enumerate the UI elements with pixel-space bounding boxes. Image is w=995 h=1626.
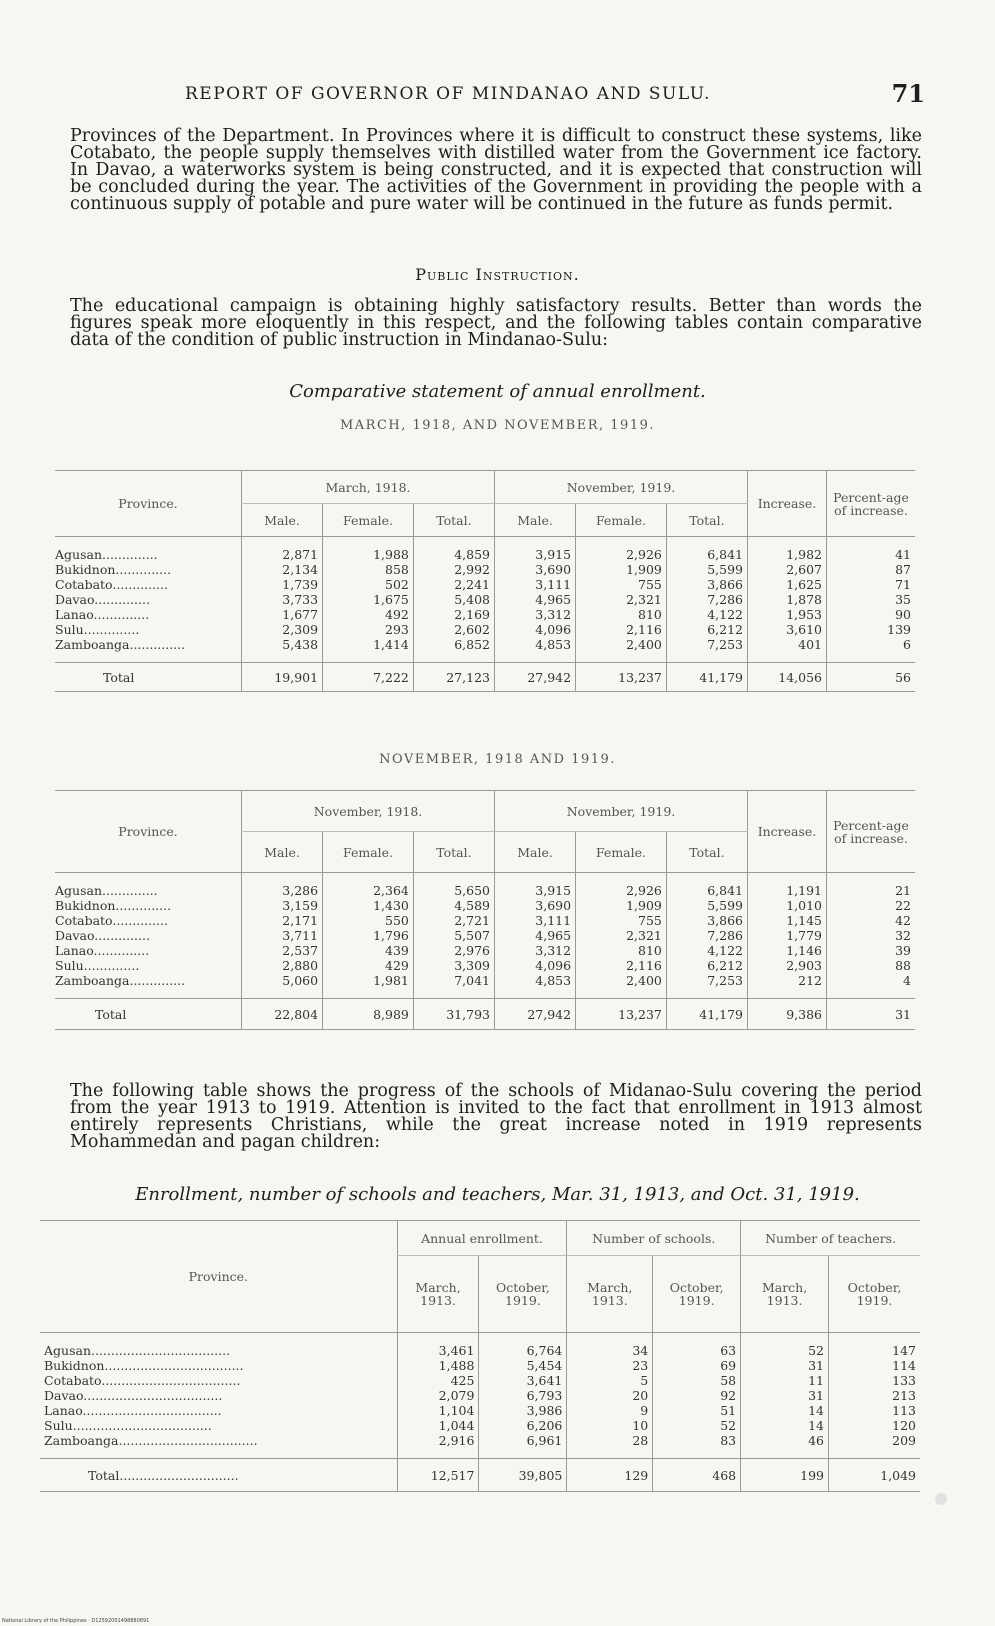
column-values bbox=[323, 537, 414, 663]
table-cell: 1,988 bbox=[373, 547, 409, 562]
table-cell: 42 bbox=[895, 913, 911, 928]
total-cell: 39,805 bbox=[479, 1459, 567, 1492]
table-cell: 755 bbox=[638, 577, 662, 592]
table-cell: 3,159 bbox=[282, 898, 319, 913]
column-values bbox=[494, 537, 575, 663]
table-cell: 2,116 bbox=[626, 958, 662, 973]
table-cell: 113 bbox=[892, 1403, 916, 1418]
table-cell: 21 bbox=[895, 883, 911, 898]
table-cell: 87 bbox=[895, 562, 911, 577]
table-cell: 7,253 bbox=[707, 973, 743, 988]
table-cell: 2,607 bbox=[786, 562, 822, 577]
total-cell: 27,123 bbox=[413, 663, 494, 692]
table-cell: 1,677 bbox=[282, 607, 319, 622]
table-cell: 6 bbox=[903, 637, 911, 652]
table-cell: 4,589 bbox=[454, 898, 490, 913]
table-cell: 6,206 bbox=[526, 1418, 563, 1433]
column-values bbox=[653, 1333, 741, 1459]
table-cell: 2,721 bbox=[454, 913, 490, 928]
table-cell: 7,041 bbox=[454, 973, 490, 988]
table-cell: 32 bbox=[895, 928, 911, 943]
table-cell: 31 bbox=[808, 1388, 825, 1403]
table-cell: 88 bbox=[895, 958, 911, 973]
table-cell: 3,986 bbox=[526, 1403, 563, 1418]
table-cell: 114 bbox=[892, 1358, 916, 1373]
province-name: Zamboanga.............. bbox=[55, 637, 186, 652]
table-cell: 1,488 bbox=[438, 1358, 475, 1373]
table-cell: 1,414 bbox=[373, 637, 409, 652]
province-name: Davao.............. bbox=[55, 928, 150, 943]
col-male: Male. bbox=[242, 832, 323, 873]
paragraph-schools-progress: The following table shows the progress of the schools of Midanao-Sulu covering the period from the year 1913 to 1919. Attention is invited to the fact that enrollment in 1913 almost entirely represents Christians, while the great increase noted in 1919 represents Mohammedan and pagan children: bbox=[70, 1081, 922, 1152]
col-percentage: Percent-age of increase. bbox=[827, 471, 916, 537]
column-values bbox=[242, 537, 323, 663]
table-cell: 2,903 bbox=[786, 958, 822, 973]
table-cell: 2,079 bbox=[438, 1388, 475, 1403]
table-cell: 755 bbox=[638, 913, 662, 928]
table-cell: 58 bbox=[720, 1373, 737, 1388]
table-cell: 4,122 bbox=[707, 607, 743, 622]
table-cell: 92 bbox=[720, 1388, 737, 1403]
schools-teachers-table bbox=[40, 1220, 920, 1492]
total-cell: 31,793 bbox=[413, 999, 494, 1030]
table-cell: 2,916 bbox=[438, 1433, 475, 1448]
total-cell: 9,386 bbox=[748, 999, 827, 1030]
col-province: Province. bbox=[55, 791, 242, 873]
table-cell: 209 bbox=[892, 1433, 916, 1448]
table-cell: 2,116 bbox=[626, 622, 662, 637]
table-cell: 810 bbox=[638, 943, 662, 958]
total-label: Total bbox=[103, 669, 135, 685]
table-cell: 3,312 bbox=[535, 943, 572, 958]
total-cell: 27,942 bbox=[494, 663, 575, 692]
table-cell: 5,599 bbox=[707, 562, 743, 577]
total-label: Total.............................. bbox=[88, 1467, 239, 1483]
paragraph-education: The educational campaign is obtaining highly satisfactory results. Better than words the figures speak more eloquently in this respect, and the following tables contain comparative data of the condition of public instruction in Mindanao-Sulu: bbox=[70, 296, 922, 350]
table-cell: 1,909 bbox=[626, 898, 662, 913]
col-march-1913: March, 1913. bbox=[741, 1256, 829, 1333]
table-cell: 1,796 bbox=[373, 928, 409, 943]
table-cell: 2,134 bbox=[282, 562, 319, 577]
table-cell: 4,853 bbox=[535, 637, 572, 652]
table-cell: 1,878 bbox=[786, 592, 822, 607]
table-cell: 23 bbox=[632, 1358, 649, 1373]
col-female: Female. bbox=[576, 832, 667, 873]
running-header bbox=[70, 79, 925, 112]
table-cell: 6,961 bbox=[526, 1433, 563, 1448]
column-values bbox=[323, 873, 414, 999]
table-cell: 1,909 bbox=[626, 562, 662, 577]
total-cell: 13,237 bbox=[576, 663, 667, 692]
column-values bbox=[576, 873, 667, 999]
enrollment-table-1918-1919 bbox=[55, 470, 915, 692]
table-cell: 1,625 bbox=[786, 577, 822, 592]
table-cell: 1,675 bbox=[373, 592, 409, 607]
table-cell: 2,321 bbox=[626, 592, 662, 607]
province-name: Sulu................................... bbox=[44, 1418, 212, 1433]
table-cell: 1,779 bbox=[786, 928, 822, 943]
column-values bbox=[567, 1333, 653, 1459]
table-cell: 9 bbox=[640, 1403, 649, 1418]
table-cell: 3,866 bbox=[707, 913, 743, 928]
total-cell: 1,049 bbox=[829, 1459, 920, 1492]
column-values bbox=[748, 537, 827, 663]
total-cell: 13,237 bbox=[576, 999, 667, 1030]
table-cell: 2,602 bbox=[454, 622, 490, 637]
table-cell: 1,739 bbox=[282, 577, 319, 592]
table-cell: 293 bbox=[385, 622, 409, 637]
table-cell: 3,286 bbox=[282, 883, 319, 898]
col-group-march-1918: March, 1918. bbox=[242, 471, 495, 504]
col-male: Male. bbox=[494, 504, 575, 537]
province-name: Cotabato................................... bbox=[44, 1373, 241, 1388]
column-values bbox=[576, 537, 667, 663]
col-group-november-1919: November, 1919. bbox=[494, 791, 747, 832]
province-name: Zamboanga.............. bbox=[55, 973, 186, 988]
total-cell: 12,517 bbox=[397, 1459, 479, 1492]
province-name: Sulu.............. bbox=[55, 622, 140, 637]
table-cell: 6,212 bbox=[707, 958, 743, 973]
total-cell: 31 bbox=[827, 999, 916, 1030]
total-label: Total bbox=[95, 1006, 127, 1022]
column-values bbox=[494, 873, 575, 999]
province-name: Lanao.............. bbox=[55, 607, 150, 622]
table-cell: 6,212 bbox=[707, 622, 743, 637]
table-cell: 71 bbox=[895, 577, 911, 592]
table-cell: 2,537 bbox=[282, 943, 319, 958]
total-cell: 41,179 bbox=[666, 999, 747, 1030]
table-cell: 2,976 bbox=[454, 943, 490, 958]
table-cell: 213 bbox=[892, 1388, 916, 1403]
province-list bbox=[55, 537, 242, 663]
table1-subtitle: MARCH, 1918, AND NOVEMBER, 1919. bbox=[339, 418, 655, 433]
table-cell: 2,321 bbox=[626, 928, 662, 943]
col-male: Male. bbox=[494, 832, 575, 873]
table-cell: 2,309 bbox=[282, 622, 319, 637]
table-cell: 5,507 bbox=[454, 928, 490, 943]
table-body bbox=[40, 1333, 920, 1459]
table-cell: 3,915 bbox=[535, 547, 572, 562]
table-cell: 3,915 bbox=[535, 883, 572, 898]
table-cell: 2,880 bbox=[282, 958, 319, 973]
total-cell: 27,942 bbox=[494, 999, 575, 1030]
table-cell: 2,871 bbox=[282, 547, 319, 562]
table-cell: 14 bbox=[808, 1403, 825, 1418]
table-cell: 35 bbox=[895, 592, 911, 607]
scan-smudge bbox=[935, 1493, 947, 1505]
table-cell: 1,953 bbox=[786, 607, 822, 622]
table-cell: 5,599 bbox=[707, 898, 743, 913]
col-october-1919: October, 1919. bbox=[653, 1256, 741, 1333]
table-cell: 1,982 bbox=[786, 547, 822, 562]
province-list bbox=[40, 1333, 397, 1459]
column-values bbox=[741, 1333, 829, 1459]
table-cell: 4,965 bbox=[535, 592, 572, 607]
province-name: Cotabato.............. bbox=[55, 577, 168, 592]
table-cell: 4 bbox=[903, 973, 911, 988]
table-cell: 6,841 bbox=[707, 547, 743, 562]
table-cell: 34 bbox=[632, 1343, 649, 1358]
col-increase: Increase. bbox=[748, 791, 827, 873]
table-cell: 858 bbox=[385, 562, 409, 577]
table-cell: 5,650 bbox=[454, 883, 490, 898]
column-values bbox=[242, 873, 323, 999]
col-group-teachers: Number of teachers. bbox=[741, 1221, 920, 1256]
table-cell: 3,690 bbox=[535, 562, 572, 577]
col-increase: Increase. bbox=[748, 471, 827, 537]
table-cell: 3,690 bbox=[535, 898, 572, 913]
column-values bbox=[413, 537, 494, 663]
table-cell: 2,169 bbox=[454, 607, 490, 622]
table-cell: 5,408 bbox=[454, 592, 490, 607]
col-group-schools: Number of schools. bbox=[567, 1221, 741, 1256]
table-cell: 212 bbox=[798, 973, 822, 988]
col-total: Total. bbox=[666, 832, 747, 873]
province-name: Bukidnon.............. bbox=[55, 898, 172, 913]
col-male: Male. bbox=[242, 504, 323, 537]
table-cell: 3,866 bbox=[707, 577, 743, 592]
column-values bbox=[413, 873, 494, 999]
table-cell: 2,400 bbox=[626, 973, 662, 988]
table3-caption: Enrollment, number of schools and teachers, Mar. 31, 1913, and Oct. 31, 1919. bbox=[135, 1184, 860, 1205]
table-cell: 2,400 bbox=[626, 637, 662, 652]
table-cell: 6,764 bbox=[526, 1343, 563, 1358]
enrollment-table-november bbox=[55, 790, 915, 1030]
table-cell: 492 bbox=[385, 607, 409, 622]
col-group-november-1919: November, 1919. bbox=[494, 471, 747, 504]
table-cell: 7,253 bbox=[707, 637, 743, 652]
table-cell: 133 bbox=[892, 1373, 916, 1388]
table-cell: 550 bbox=[385, 913, 409, 928]
table-cell: 810 bbox=[638, 607, 662, 622]
col-group-november-1918: November, 1918. bbox=[242, 791, 495, 832]
table-cell: 439 bbox=[385, 943, 409, 958]
province-list bbox=[55, 873, 242, 999]
table-body bbox=[55, 873, 915, 999]
table-cell: 502 bbox=[385, 577, 409, 592]
table-cell: 147 bbox=[892, 1343, 916, 1358]
province-name: Lanao.............. bbox=[55, 943, 150, 958]
col-province: Province. bbox=[40, 1221, 397, 1333]
col-province: Province. bbox=[55, 471, 242, 537]
province-name: Bukidnon.............. bbox=[55, 562, 172, 577]
table-cell: 4,859 bbox=[454, 547, 490, 562]
table-cell: 39 bbox=[895, 943, 911, 958]
col-march-1913: March, 1913. bbox=[397, 1256, 479, 1333]
column-values bbox=[829, 1333, 920, 1459]
table-cell: 3,461 bbox=[438, 1343, 475, 1358]
table2-subtitle: NOVEMBER, 1918 AND 1919. bbox=[379, 752, 616, 767]
table-cell: 2,992 bbox=[454, 562, 490, 577]
table-cell: 5 bbox=[640, 1373, 649, 1388]
table-cell: 4,853 bbox=[535, 973, 572, 988]
total-cell: 19,901 bbox=[242, 663, 323, 692]
table-cell: 7,286 bbox=[707, 592, 743, 607]
paragraph-water-supply: Provinces of the Department. In Provinces where it is difficult to construct these systems, like Cotabato, the people supply themselves with distilled water from the Government ice factory. In Davao, a waterworks system is being constructed, and it is expected that construction will be concluded during the year. The activities of the Government in providing the people with a continuous supply of potable and pure water will be continued in the future as funds permit. bbox=[70, 126, 922, 214]
table-cell: 1,146 bbox=[786, 943, 822, 958]
table-cell: 425 bbox=[450, 1373, 475, 1388]
total-cell: 14,056 bbox=[748, 663, 827, 692]
table-cell: 6,793 bbox=[526, 1388, 563, 1403]
table-cell: 2,926 bbox=[626, 547, 662, 562]
col-total: Total. bbox=[413, 504, 494, 537]
table-cell: 83 bbox=[720, 1433, 737, 1448]
province-name: Bukidnon................................... bbox=[44, 1358, 244, 1373]
total-cell: 468 bbox=[653, 1459, 741, 1492]
table-cell: 1,104 bbox=[438, 1403, 475, 1418]
column-values bbox=[666, 873, 747, 999]
column-values bbox=[827, 873, 916, 999]
table-cell: 7,286 bbox=[707, 928, 743, 943]
table-cell: 401 bbox=[798, 637, 822, 652]
total-cell: 22,804 bbox=[242, 999, 323, 1030]
col-october-1919: October, 1919. bbox=[479, 1256, 567, 1333]
table-cell: 11 bbox=[808, 1373, 825, 1388]
table-cell: 14 bbox=[808, 1418, 825, 1433]
table-cell: 3,111 bbox=[535, 577, 572, 592]
table-cell: 28 bbox=[632, 1433, 649, 1448]
table-cell: 4,965 bbox=[535, 928, 572, 943]
province-name: Sulu.............. bbox=[55, 958, 140, 973]
section-heading: Public Instruction. bbox=[415, 265, 580, 284]
table-cell: 2,926 bbox=[626, 883, 662, 898]
table-cell: 90 bbox=[895, 607, 911, 622]
total-cell: 56 bbox=[827, 663, 916, 692]
table-cell: 41 bbox=[895, 547, 911, 562]
table-cell: 2,171 bbox=[282, 913, 319, 928]
table-cell: 46 bbox=[808, 1433, 825, 1448]
table-cell: 10 bbox=[632, 1418, 649, 1433]
column-values bbox=[397, 1333, 479, 1459]
total-cell: 199 bbox=[741, 1459, 829, 1492]
column-values bbox=[666, 537, 747, 663]
table-cell: 120 bbox=[892, 1418, 916, 1433]
table-cell: 5,060 bbox=[282, 973, 319, 988]
province-name: Zamboanga................................... bbox=[44, 1433, 258, 1448]
province-name: Agusan.............. bbox=[55, 883, 158, 898]
table-cell: 3,733 bbox=[282, 592, 319, 607]
table-cell: 52 bbox=[808, 1343, 825, 1358]
table-cell: 1,044 bbox=[438, 1418, 475, 1433]
table-cell: 31 bbox=[808, 1358, 825, 1373]
table-cell: 3,309 bbox=[454, 958, 490, 973]
col-total: Total. bbox=[666, 504, 747, 537]
table-cell: 3,312 bbox=[535, 607, 572, 622]
total-cell: 41,179 bbox=[666, 663, 747, 692]
table-cell: 52 bbox=[720, 1418, 737, 1433]
table-cell: 1,981 bbox=[373, 973, 409, 988]
table-cell: 63 bbox=[720, 1343, 737, 1358]
table-cell: 5,438 bbox=[282, 637, 319, 652]
col-march-1913: March, 1913. bbox=[567, 1256, 653, 1333]
total-cell: 129 bbox=[567, 1459, 653, 1492]
table-body bbox=[55, 537, 915, 663]
table-cell: 139 bbox=[887, 622, 911, 637]
header-title: REPORT OF GOVERNOR OF MINDANAO AND SULU. bbox=[185, 84, 711, 104]
column-values bbox=[748, 873, 827, 999]
table-cell: 2,241 bbox=[454, 577, 490, 592]
table-cell: 22 bbox=[895, 898, 911, 913]
table-cell: 69 bbox=[720, 1358, 737, 1373]
table-cell: 1,191 bbox=[786, 883, 822, 898]
column-values bbox=[827, 537, 916, 663]
table-cell: 3,610 bbox=[786, 622, 822, 637]
table-cell: 5,454 bbox=[526, 1358, 563, 1373]
province-name: Davao................................... bbox=[44, 1388, 223, 1403]
table-cell: 4,122 bbox=[707, 943, 743, 958]
table-cell: 4,096 bbox=[535, 622, 572, 637]
table-cell: 1,010 bbox=[786, 898, 822, 913]
table-cell: 6,852 bbox=[454, 637, 490, 652]
col-total: Total. bbox=[413, 832, 494, 873]
col-female: Female. bbox=[323, 504, 414, 537]
province-name: Agusan.............. bbox=[55, 547, 158, 562]
table-cell: 3,111 bbox=[535, 913, 572, 928]
col-percentage: Percent-age of increase. bbox=[827, 791, 916, 873]
table-cell: 3,711 bbox=[282, 928, 319, 943]
total-cell: 7,222 bbox=[323, 663, 414, 692]
province-name: Lanao................................... bbox=[44, 1403, 222, 1418]
table-cell: 1,145 bbox=[786, 913, 822, 928]
col-female: Female. bbox=[576, 504, 667, 537]
table-cell: 20 bbox=[632, 1388, 649, 1403]
table-cell: 4,096 bbox=[535, 958, 572, 973]
column-values bbox=[479, 1333, 567, 1459]
province-name: Agusan................................... bbox=[44, 1343, 231, 1358]
page-number: 71 bbox=[891, 79, 925, 108]
table-cell: 429 bbox=[385, 958, 409, 973]
table-caption: Comparative statement of annual enrollment. bbox=[289, 381, 706, 402]
table-cell: 6,841 bbox=[707, 883, 743, 898]
col-female: Female. bbox=[323, 832, 414, 873]
scan-footer: National Library of the Philippines · D12592001498880891 bbox=[2, 1618, 150, 1624]
table-cell: 51 bbox=[720, 1403, 737, 1418]
col-october-1919: October, 1919. bbox=[829, 1256, 920, 1333]
table-cell: 2,364 bbox=[373, 883, 409, 898]
table-cell: 3,641 bbox=[526, 1373, 563, 1388]
col-group-enrollment: Annual enrollment. bbox=[397, 1221, 567, 1256]
table-cell: 1,430 bbox=[373, 898, 409, 913]
province-name: Cotabato.............. bbox=[55, 913, 168, 928]
total-cell: 8,989 bbox=[323, 999, 414, 1030]
province-name: Davao.............. bbox=[55, 592, 150, 607]
